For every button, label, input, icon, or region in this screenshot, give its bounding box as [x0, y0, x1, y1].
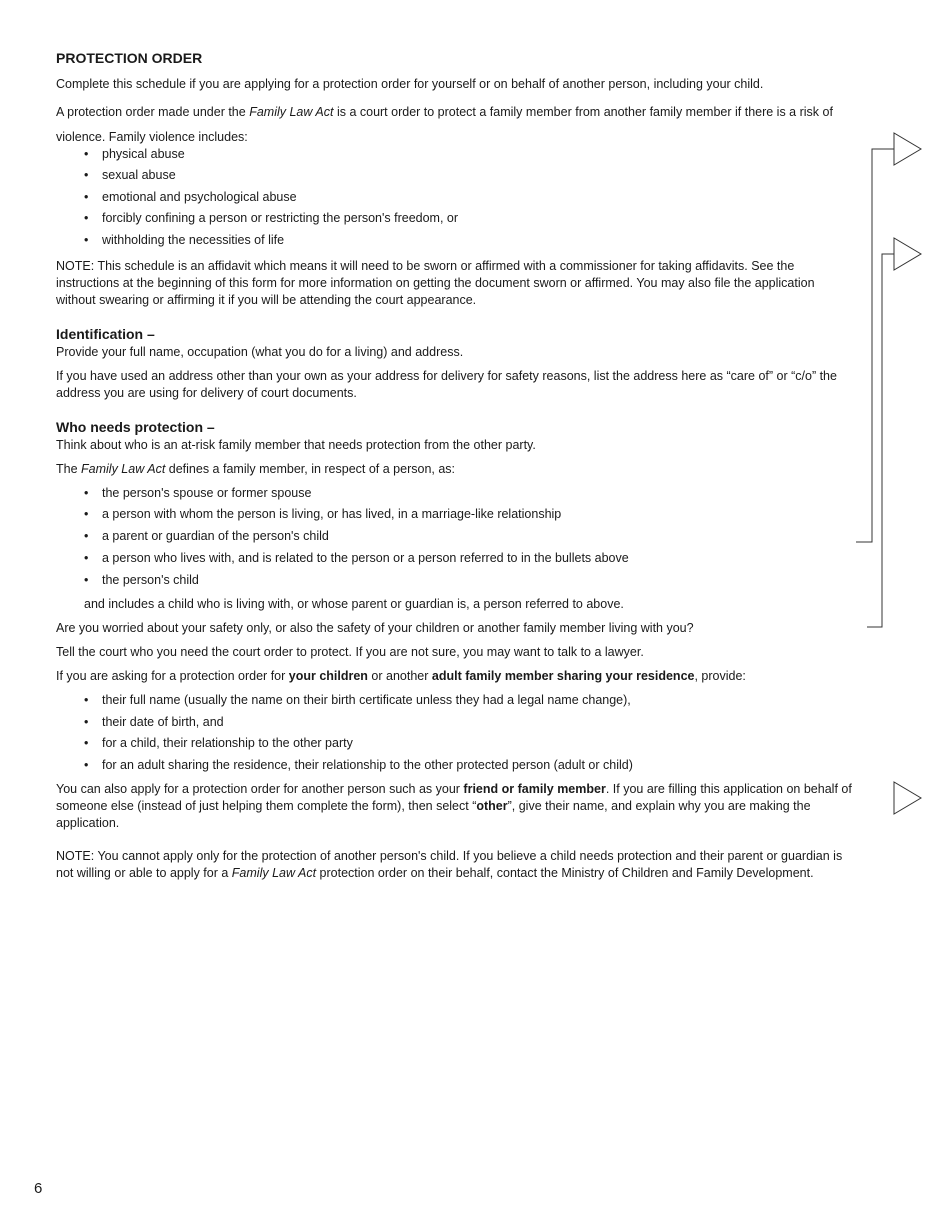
who-p1: Think about who is an at-risk family member that needs protection from the other party.	[56, 437, 536, 452]
triangle-marker-icon	[894, 133, 921, 165]
who-p2: The Family Law Act defines a family member, in respect of a person, as:	[56, 461, 456, 476]
list-item: • a person who lives with, and is related to the person or a person referred to in the bullets above	[56, 550, 856, 567]
who-p5: If you are asking for a protection order for your children or another adult family member sharing your residence, provide:	[56, 668, 746, 683]
identification-p2: If you have used an address other than your own as your address for delivery for safety reasons, list the address here as “care of” or “c/o” the address you are using for delivery of court documents.	[56, 368, 837, 400]
who-p4: Tell the court who you need the court order to protect. If you are not sure, you may want to talk to a lawyer.	[56, 644, 644, 659]
who-p6: You can also apply for a protection order for another person such as your friend or family member. If you are filling this application on behalf of someone else (instead of just helping them complete the form), then select “other”, give their name, and explain why you are making the application.	[56, 782, 852, 831]
includes-child-text: and includes a child who is living with, or whose parent or guardian is, a person referred to above.	[84, 596, 624, 611]
list-item: • the person's child	[56, 572, 856, 589]
list-item: • their date of birth, and	[56, 714, 856, 731]
identification-heading: Identification –	[56, 325, 155, 342]
bracket-line	[867, 254, 894, 627]
list-item: • withholding the necessities of life	[56, 232, 856, 249]
page-number: 6	[34, 1180, 43, 1197]
list-item: • for a child, their relationship to the other party	[56, 735, 856, 752]
bracket-line	[856, 149, 894, 542]
definition-paragraph: A protection order made under the Family Law Act is a court order to protect a family member from another family member if there is a risk of violence. Family violence includes:	[56, 105, 833, 144]
provide-list	[56, 692, 856, 774]
document-body	[56, 50, 856, 889]
list-item: • physical abuse	[56, 146, 856, 163]
triangle-marker-icon	[894, 782, 921, 814]
who-heading: Who needs protection –	[56, 418, 215, 435]
page-title: PROTECTION ORDER	[56, 50, 203, 66]
violence-list	[56, 146, 856, 249]
list-item: • a person with whom the person is living, or has lived, in a marriage-like relationship	[56, 506, 856, 523]
list-item: • the person's spouse or former spouse	[56, 485, 856, 502]
list-item: • emotional and psychological abuse	[56, 189, 856, 206]
list-item: • sexual abuse	[56, 167, 856, 184]
list-item: • their full name (usually the name on their birth certificate unless they had a legal name change),	[56, 692, 856, 709]
child-protection-note: NOTE: You cannot apply only for the protection of another person's child. If you believe a child needs protection and their parent or guardian is not willing or able to apply for a Family Law Act protection order on their behalf, contact the Ministry of Children and Family Development.	[56, 849, 843, 881]
identification-p1: Provide your full name, occupation (what you do for a living) and address.	[56, 344, 464, 359]
family-member-list	[56, 485, 856, 589]
triangle-marker-icon	[894, 238, 921, 270]
list-item: • forcibly confining a person or restricting the person's freedom, or	[56, 210, 856, 227]
list-item: • for an adult sharing the residence, their relationship to the other protected person (adult or child)	[56, 757, 856, 774]
intro-paragraph: Complete this schedule if you are applying for a protection order for yourself or on behalf of another person, including your child.	[56, 77, 764, 91]
who-p3: Are you worried about your safety only, or also the safety of your children or another family member living with you?	[56, 620, 694, 635]
list-item: • a parent or guardian of the person's child	[56, 528, 856, 545]
affidavit-note: NOTE: This schedule is an affidavit which means it will need to be sworn or affirmed with a commissioner for taking affidavits. See the instructions at the beginning of this form for more information on getting the document sworn or affirmed. You may also file the application without swearing or affirming it if you will be attending the court appearance.	[56, 258, 815, 307]
